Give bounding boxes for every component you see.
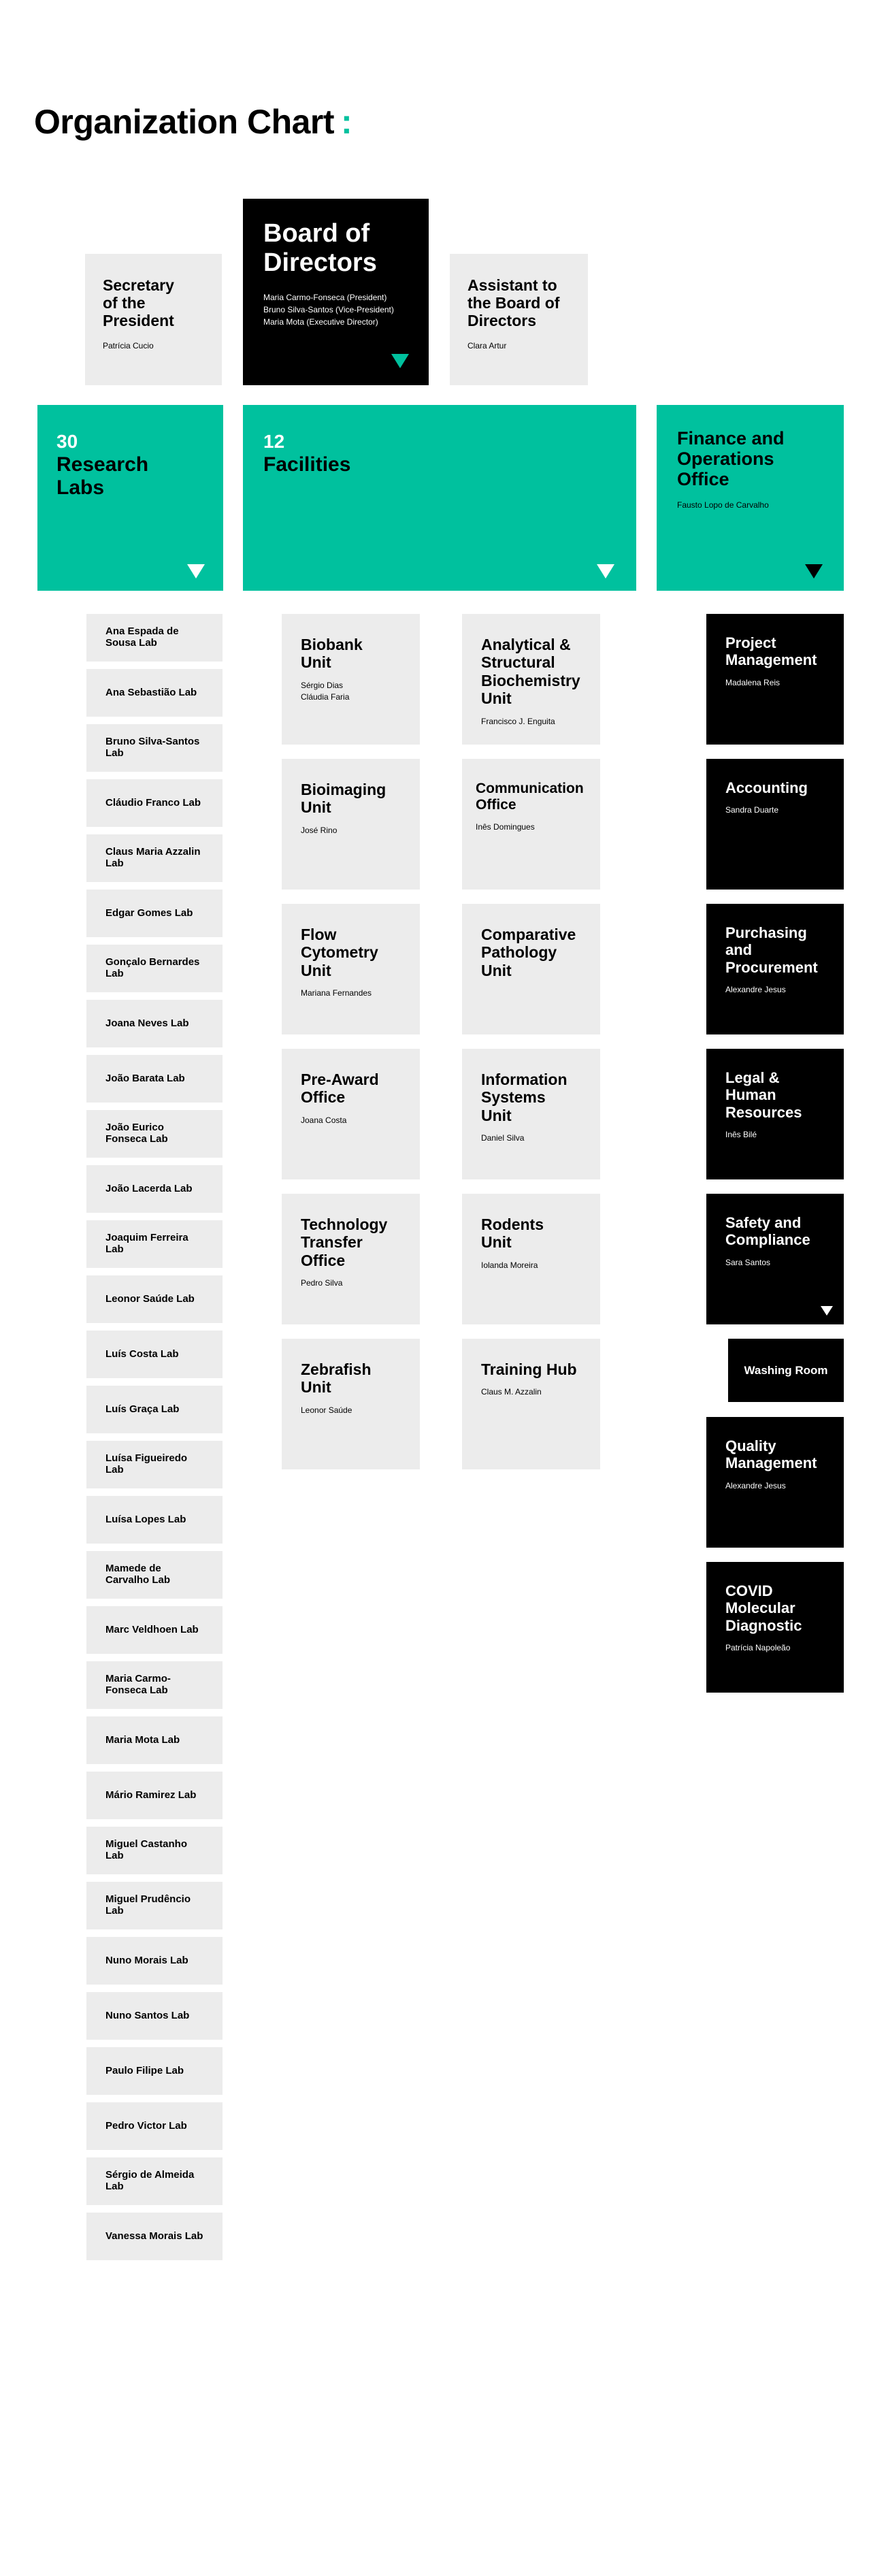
facility-title: Analytical & Structural Biochemistry Unit bbox=[481, 636, 580, 708]
lab-name: Maria Carmo-Fonseca Lab bbox=[105, 1673, 171, 1696]
facility-people bbox=[481, 1386, 582, 1398]
lab-item[interactable] bbox=[86, 1331, 223, 1378]
finance-unit[interactable] bbox=[706, 614, 844, 745]
lab-name: Bruno Silva-Santos Lab bbox=[105, 736, 200, 759]
facility-title: Training Hub bbox=[481, 1360, 577, 1378]
lab-name: Pedro Victor Lab bbox=[105, 2119, 187, 2132]
lab-item[interactable] bbox=[86, 1110, 223, 1158]
lab-item[interactable] bbox=[86, 2157, 223, 2205]
lab-name: Claus Maria Azzalin Lab bbox=[105, 846, 201, 869]
lab-name: Luísa Lopes Lab bbox=[105, 1513, 186, 1525]
secretary-name: Patrícia Cucio bbox=[103, 341, 154, 351]
lab-item[interactable] bbox=[86, 2213, 223, 2260]
facility-unit[interactable] bbox=[282, 759, 420, 890]
lab-item[interactable] bbox=[86, 669, 223, 717]
lab-item[interactable] bbox=[86, 1827, 223, 1874]
finance-unit[interactable] bbox=[706, 904, 844, 1034]
facility-person: José Rino bbox=[301, 825, 338, 835]
title-colon: : bbox=[341, 103, 352, 141]
lab-name: Sérgio de Almeida Lab bbox=[105, 2169, 195, 2192]
facility-unit[interactable] bbox=[282, 904, 420, 1034]
lab-name: Marc Veldhoen Lab bbox=[105, 1623, 199, 1635]
lab-name: Miguel Castanho Lab bbox=[105, 1838, 188, 1861]
triangle-down-icon[interactable] bbox=[187, 564, 205, 578]
facility-person: Mariana Fernandes bbox=[301, 988, 372, 998]
facility-unit[interactable] bbox=[462, 904, 600, 1034]
facility-unit[interactable] bbox=[282, 1049, 420, 1179]
lab-item[interactable] bbox=[86, 1716, 223, 1764]
lab-item[interactable] bbox=[86, 1882, 223, 1929]
board-member: Bruno Silva-Santos (Vice-President) bbox=[263, 304, 394, 314]
lab-item[interactable] bbox=[86, 1386, 223, 1433]
facility-person: Iolanda Moreira bbox=[481, 1260, 538, 1270]
finance-unit[interactable] bbox=[706, 1562, 844, 1693]
triangle-down-icon[interactable] bbox=[597, 564, 614, 578]
finance-title: Finance and Operations Office bbox=[677, 428, 785, 490]
board-title: Board of Directors bbox=[263, 219, 377, 277]
facilities-box[interactable] bbox=[243, 405, 636, 591]
lab-item[interactable] bbox=[86, 2047, 223, 2095]
finance-unit-title: Accounting bbox=[725, 779, 808, 796]
lab-name: Luísa Figueiredo Lab bbox=[105, 1452, 188, 1476]
finance-unit-name: Sandra Duarte bbox=[725, 805, 779, 815]
facility-title: Flow Cytometry Unit bbox=[301, 926, 378, 979]
assistant-name: Clara Artur bbox=[467, 341, 507, 351]
finance-unit-name: Inês Bilé bbox=[725, 1129, 757, 1139]
lab-item[interactable] bbox=[86, 1055, 223, 1103]
facility-person: Leonor Saúde bbox=[301, 1405, 352, 1415]
lab-name: Edgar Gomes Lab bbox=[105, 907, 193, 919]
lab-name: Luís Costa Lab bbox=[105, 1348, 179, 1360]
facility-people bbox=[476, 821, 592, 833]
facility-person: Sérgio Dias bbox=[301, 680, 344, 690]
facility-title: Biobank Unit bbox=[301, 636, 363, 672]
facilities-title: Facilities bbox=[263, 453, 351, 476]
lab-name: Leonor Saúde Lab bbox=[105, 1292, 195, 1305]
lab-item[interactable] bbox=[86, 1441, 223, 1488]
facility-person: Claus M. Azzalin bbox=[481, 1387, 542, 1397]
finance-unit-title: Purchasing and Procurement bbox=[725, 924, 818, 976]
finance-unit-name: Madalena Reis bbox=[725, 677, 780, 687]
finance-unit[interactable] bbox=[706, 759, 844, 890]
finance-unit-title: COVID Molecular Diagnostic bbox=[725, 1582, 802, 1634]
washing-room-title: Washing Room bbox=[744, 1363, 828, 1377]
triangle-down-icon[interactable] bbox=[805, 564, 823, 578]
lab-item[interactable] bbox=[86, 1606, 223, 1654]
finance-unit-name: Alexandre Jesus bbox=[725, 1480, 786, 1490]
facility-unit[interactable] bbox=[462, 759, 600, 890]
lab-item[interactable] bbox=[86, 614, 223, 662]
facility-title: Bioimaging Unit bbox=[301, 781, 387, 817]
facility-person: Cláudia Faria bbox=[301, 692, 350, 702]
lab-item[interactable] bbox=[86, 1496, 223, 1544]
lab-item[interactable] bbox=[86, 945, 223, 992]
lab-item[interactable] bbox=[86, 1000, 223, 1047]
facility-person: Inês Domingues bbox=[476, 822, 535, 832]
facility-people bbox=[481, 716, 582, 728]
facility-title: Communication Office bbox=[476, 781, 584, 813]
facility-people bbox=[301, 1277, 402, 1289]
lab-name: Joana Neves Lab bbox=[105, 1017, 189, 1029]
triangle-down-icon[interactable] bbox=[821, 1306, 833, 1316]
facility-unit[interactable] bbox=[462, 1194, 600, 1324]
facility-title: Information Systems Unit bbox=[481, 1071, 568, 1124]
washing-room-box[interactable] bbox=[728, 1339, 844, 1402]
facility-title: Comparative Pathology Unit bbox=[481, 926, 576, 979]
lab-name: Luís Graça Lab bbox=[105, 1403, 180, 1415]
page-title bbox=[34, 102, 352, 142]
lab-item[interactable] bbox=[86, 890, 223, 937]
finance-unit-title: Legal & Human Resources bbox=[725, 1069, 802, 1121]
lab-name: João Lacerda Lab bbox=[105, 1182, 193, 1194]
facility-people bbox=[301, 1115, 402, 1126]
lab-item[interactable] bbox=[86, 1275, 223, 1323]
lab-item[interactable] bbox=[86, 1992, 223, 2040]
lab-name: Cláudio Franco Lab bbox=[105, 796, 201, 809]
lab-name: Nuno Santos Lab bbox=[105, 2009, 190, 2021]
board-member: Maria Carmo-Fonseca (President) bbox=[263, 292, 387, 302]
lab-item[interactable] bbox=[86, 779, 223, 827]
lab-name: Nuno Morais Lab bbox=[105, 1954, 188, 1966]
facility-title: Rodents Unit bbox=[481, 1216, 544, 1252]
lab-name: Mamede de Carvalho Lab bbox=[105, 1563, 171, 1586]
secretary-box[interactable] bbox=[85, 254, 222, 385]
lab-item[interactable] bbox=[86, 834, 223, 882]
board-box[interactable] bbox=[243, 199, 429, 385]
facility-unit[interactable] bbox=[282, 1339, 420, 1469]
lab-item[interactable] bbox=[86, 1937, 223, 1985]
facility-person: Pedro Silva bbox=[301, 1278, 343, 1288]
facility-unit[interactable] bbox=[282, 1194, 420, 1324]
lab-item[interactable] bbox=[86, 2102, 223, 2150]
facility-title: Zebrafish Unit bbox=[301, 1360, 372, 1397]
lab-item[interactable] bbox=[86, 1772, 223, 1819]
facility-people bbox=[481, 1260, 582, 1271]
finance-office-box[interactable] bbox=[657, 405, 844, 591]
research-labs-box[interactable] bbox=[37, 405, 223, 591]
facility-people bbox=[301, 988, 402, 999]
facility-unit[interactable] bbox=[282, 614, 420, 745]
page-title-text: Organization Chart bbox=[34, 103, 335, 141]
facility-title: Technology Transfer Office bbox=[301, 1216, 388, 1269]
finance-unit[interactable] bbox=[706, 1417, 844, 1548]
lab-name: Joaquim Ferreira Lab bbox=[105, 1232, 188, 1255]
facility-unit[interactable] bbox=[462, 1049, 600, 1179]
facility-people bbox=[301, 1405, 402, 1416]
finance-unit-name: Alexandre Jesus bbox=[725, 984, 786, 994]
lab-name: Miguel Prudêncio Lab bbox=[105, 1893, 191, 1917]
finance-name: Fausto Lopo de Carvalho bbox=[677, 500, 769, 510]
lab-name: Paulo Filipe Lab bbox=[105, 2064, 184, 2076]
facility-person: Daniel Silva bbox=[481, 1133, 525, 1143]
finance-unit[interactable] bbox=[706, 1049, 844, 1179]
lab-name: Vanessa Morais Lab bbox=[105, 2230, 203, 2242]
finance-unit-title: Safety and Compliance bbox=[725, 1214, 810, 1249]
board-member: Maria Mota (Executive Director) bbox=[263, 316, 378, 327]
lab-name: Ana Espada de Sousa Lab bbox=[105, 625, 179, 649]
facility-people bbox=[301, 680, 402, 704]
lab-item[interactable] bbox=[86, 1165, 223, 1213]
assistant-title: Assistant to the Board of Directors bbox=[467, 276, 560, 329]
finance-unit-title: Project Management bbox=[725, 634, 817, 669]
research-count: 30 bbox=[56, 431, 78, 452]
finance-unit-title: Quality Management bbox=[725, 1437, 817, 1472]
lab-item[interactable] bbox=[86, 724, 223, 772]
finance-unit-name: Patrícia Napoleão bbox=[725, 1642, 791, 1652]
lab-name: João Barata Lab bbox=[105, 1072, 185, 1084]
lab-item[interactable] bbox=[86, 1661, 223, 1709]
assistant-box[interactable] bbox=[450, 254, 588, 385]
triangle-down-icon[interactable] bbox=[391, 354, 409, 368]
finance-unit[interactable] bbox=[706, 1194, 844, 1324]
lab-name: Gonçalo Bernardes Lab bbox=[105, 956, 200, 979]
facility-people bbox=[481, 1132, 582, 1144]
finance-unit-name: Sara Santos bbox=[725, 1257, 771, 1267]
facility-unit[interactable] bbox=[462, 1339, 600, 1469]
lab-item[interactable] bbox=[86, 1551, 223, 1599]
secretary-title: Secretary of the President bbox=[103, 276, 174, 329]
facility-person: Joana Costa bbox=[301, 1115, 347, 1125]
lab-name: Ana Sebastião Lab bbox=[105, 686, 197, 698]
facility-unit[interactable] bbox=[462, 614, 600, 745]
facility-people bbox=[301, 825, 402, 836]
lab-item[interactable] bbox=[86, 1220, 223, 1268]
facility-title: Pre-Award Office bbox=[301, 1071, 379, 1107]
lab-name: Mário Ramirez Lab bbox=[105, 1789, 197, 1801]
research-title: Research Labs bbox=[56, 453, 149, 499]
lab-name: Maria Mota Lab bbox=[105, 1733, 180, 1746]
facility-person: Francisco J. Enguita bbox=[481, 716, 555, 726]
lab-name: João Eurico Fonseca Lab bbox=[105, 1122, 168, 1145]
board-members bbox=[263, 291, 412, 328]
facilities-count: 12 bbox=[263, 431, 285, 452]
